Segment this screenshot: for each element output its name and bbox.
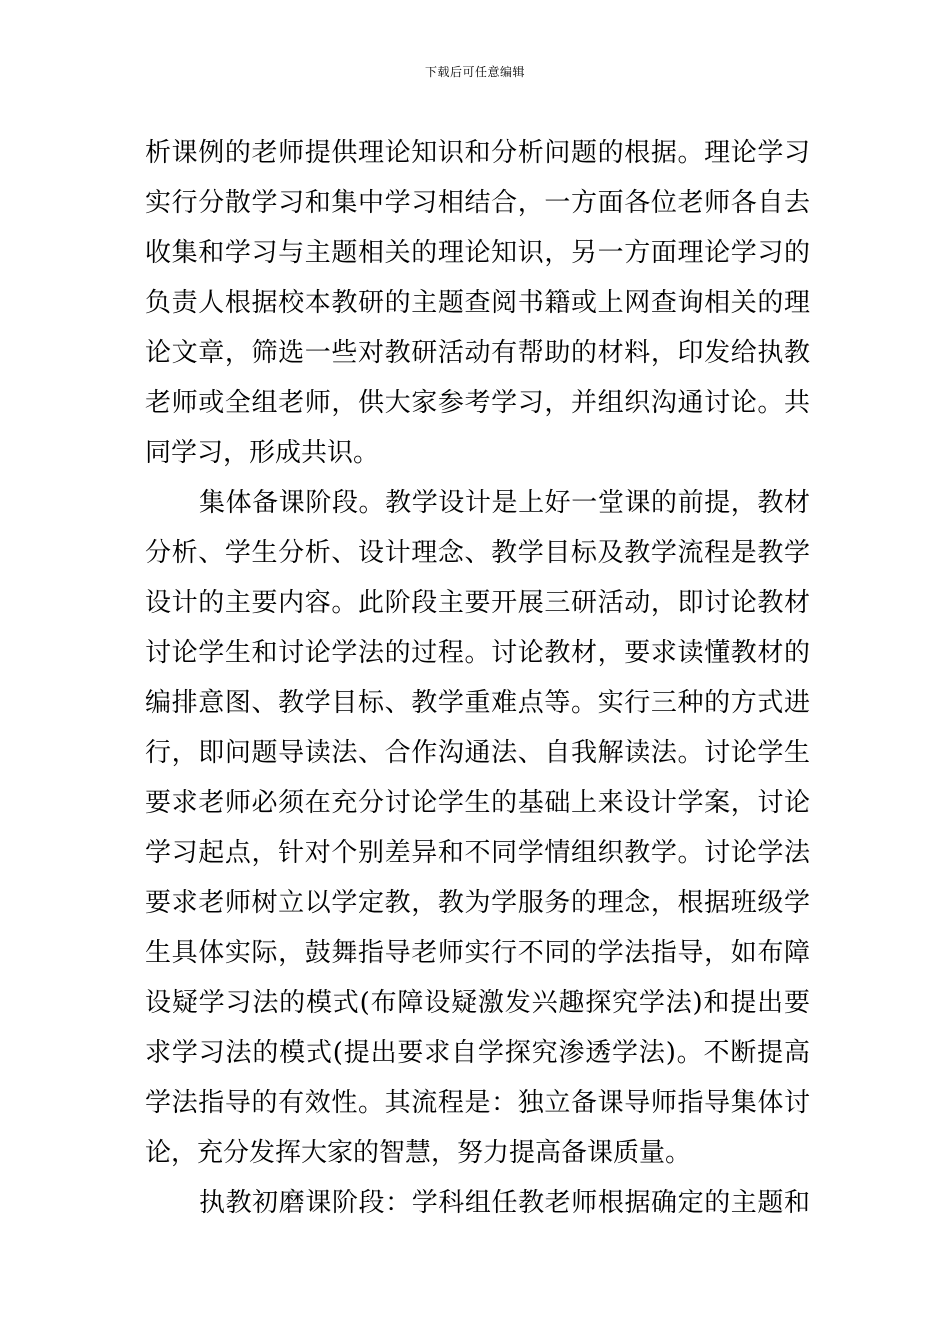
text-line: 生具体实际，鼓舞指导老师实行不同的学法指导，如布障 [145,938,810,968]
text-line: 分析、学生分析、设计理念、教学目标及教学流程是教学 [145,538,810,568]
text-line: 行，即问题导读法、合作沟通法、自我解读法。讨论学生 [145,738,810,768]
text-line: 要求老师树立以学定教，教为学服务的理念，根据班级学 [145,888,810,918]
text-line: 设疑学习法的模式(布障设疑激发兴趣探究学法)和提出要 [145,988,810,1018]
text-line: 学习起点，针对个别差异和不同学情组织教学。讨论学法 [145,838,810,868]
paragraph-end-line: 同学习，形成共识。 [145,438,380,468]
page-header: 下载后可任意编辑 [424,65,525,79]
paragraph-end-line: 论，充分发挥大家的智慧，努力提高备课质量。 [145,1138,692,1168]
text-line: 负责人根据校本教研的主题查阅书籍或上网查询相关的理 [145,288,810,318]
text-line: 析课例的老师提供理论知识和分析问题的根据。理论学习 [145,138,810,168]
text-line: 编排意图、教学目标、教学重难点等。实行三种的方式进 [145,688,810,718]
text-line: 设计的主要内容。此阶段主要开展三研活动，即讨论教材 [145,588,810,618]
text-line: 要求老师必须在充分讨论学生的基础上来设计学案，讨论 [145,788,810,818]
paragraph-first-line: 执教初磨课阶段：学科组任教老师根据确定的主题和 [199,1188,810,1218]
text-line: 讨论学生和讨论学法的过程。讨论教材，要求读懂教材的 [145,638,810,668]
text-line: 论文章，筛选一些对教研活动有帮助的材料，印发给执教 [145,338,810,368]
text-line: 学法指导的有效性。其流程是：独立备课导师指导集体讨 [145,1088,810,1118]
text-line: 收集和学习与主题相关的理论知识，另一方面理论学习的 [145,238,810,268]
document-body [145,128,810,1228]
paragraph-first-line: 集体备课阶段。教学设计是上好一堂课的前提，教材 [199,488,810,518]
text-line: 求学习法的模式(提出要求自学探究渗透学法)。不断提高 [145,1038,810,1068]
text-line: 实行分散学习和集中学习相结合，一方面各位老师各自去 [145,188,810,218]
text-line: 老师或全组老师，供大家参考学习，并组织沟通讨论。共 [145,388,810,418]
